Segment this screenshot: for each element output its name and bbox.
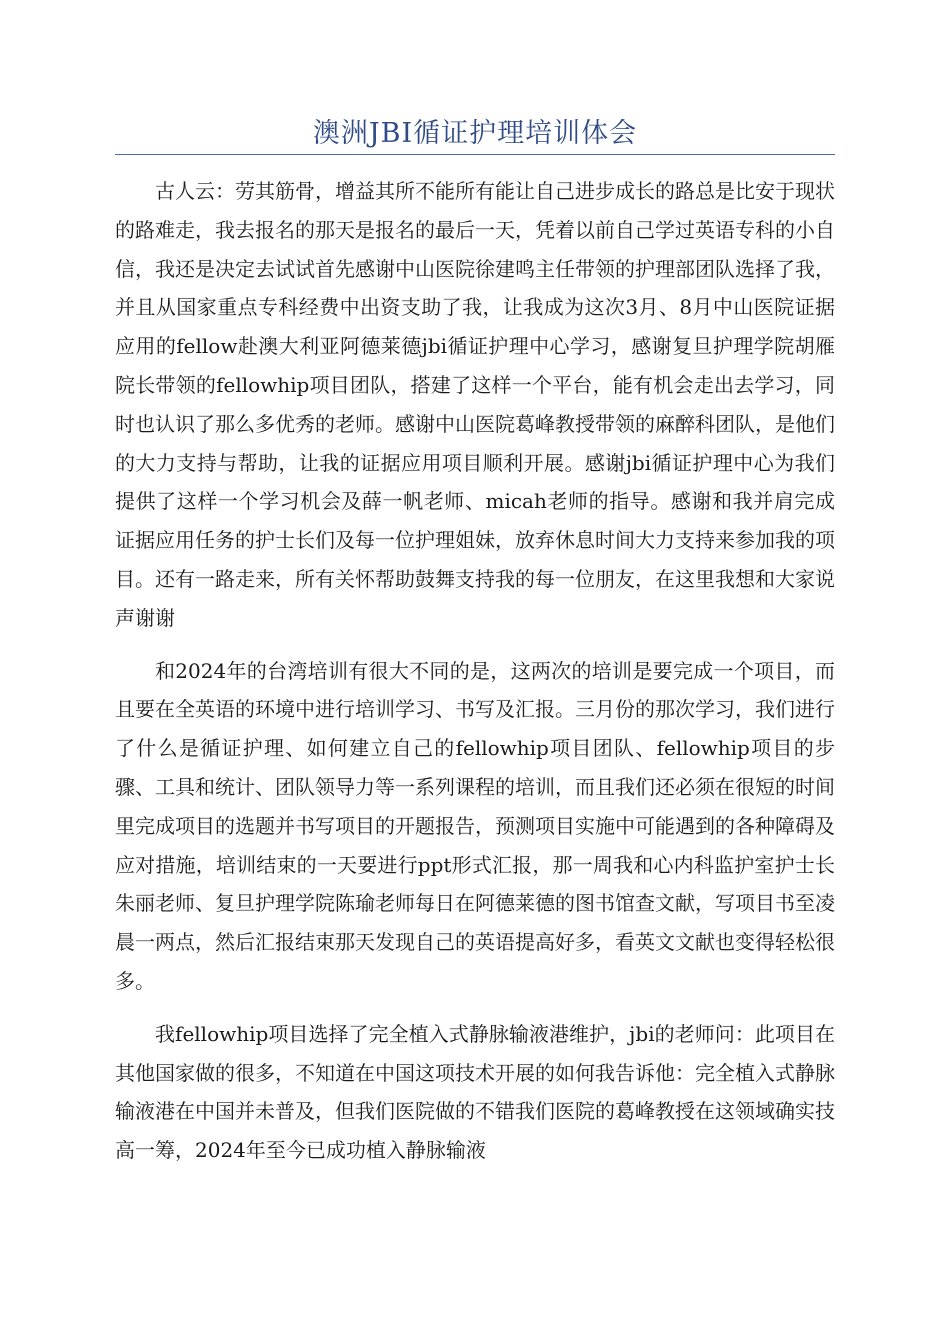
title-underline [115, 154, 835, 155]
paragraph-1: 古人云：劳其筋骨，增益其所不能所有能让自己进步成长的路总是比安于现状的路难走，我去报名的那天是报名的最后一天，凭着以前自己学过英语专科的小自信，我还是决定去试试首先感谢中山医院徐建鸣主任带领的护理部团队选择了我，并且从国家重点专科经费中出资支助了我，让我成为这次3月、8月中山医院证据应用的fellow赴澳大利亚阿德莱德jbi循证护理中心学习，感谢复旦护理学院胡雁院长带领的fellowhip项目团队，搭建了这样一个平台，能有机会走出去学习，同时也认识了那么多优秀的老师。感谢中山医院葛峰教授带领的麻醉科团队，是他们的大力支持与帮助，让我的证据应用项目顺利开展。感谢jbi循证护理中心为我们提供了这样一个学习机会及薛一帆老师、micah老师的指导。感谢和我并肩完成证据应用任务的护士长们及每一位护理姐妹，放弃休息时间大力支持来参加我的项目。还有一路走来，所有关怀帮助鼓舞支持我的每一位朋友，在这里我想和大家说声谢谢 [115, 179, 835, 630]
paragraph-2: 和2024年的台湾培训有很大不同的是，这两次的培训是要完成一个项目，而且要在全英语的环境中进行培训学习、书写及汇报。三月份的那次学习，我们进行了什么是循证护理、如何建立自己的fellowhip项目团队、fellowhip项目的步骤、工具和统计、团队领导力等一系列课程的培训，而且我们还必须在很短的时间里完成项目的选题并书写项目的开题报告，预测项目实施中可能遇到的各种障碍及应对措施，培训结束的一天要进行ppt形式汇报，那一周我和心内科监护室护士长朱丽老师、复旦护理学院陈瑜老师每日在阿德莱德的图书馆查文献，写项目书至凌晨一两点，然后汇报结束那天发现自己的英语提高好多，看英文文献也变得轻松很多。 [115, 658, 835, 993]
paragraph-3: 我fellowhip项目选择了完全植入式静脉输液港维护，jbi的老师问：此项目在其他国家做的很多，不知道在中国这项技术开展的如何我告诉他：完全植入式静脉输液港在中国并未普及，但我们医院做的不错我们医院的葛峰教授在这领域确实技高一筹，2024年至今已成功植入静脉输液 [115, 1021, 835, 1163]
document-title: 澳洲JBI循证护理培训体会 [312, 118, 638, 149]
document-body [115, 172, 835, 1184]
